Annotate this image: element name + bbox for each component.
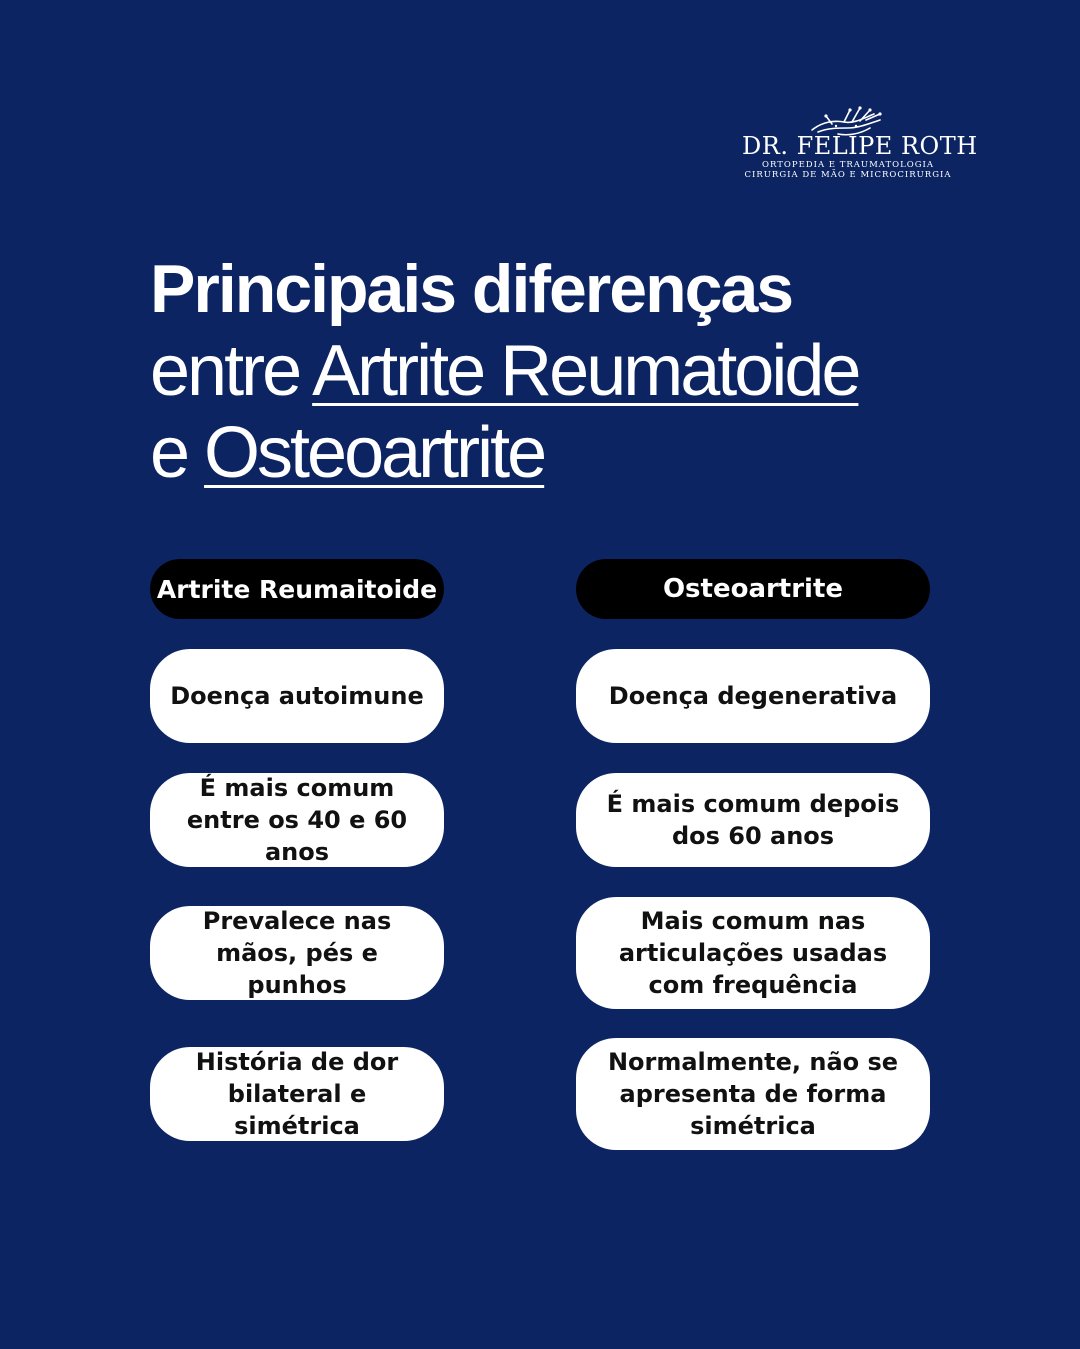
title-link-artrite-reumatoide: Artrite Reumatoide [312,331,859,411]
brand-name: DR. FELIPE ROTH [742,132,978,160]
right-card-1-text: Doença degenerativa [608,682,898,710]
title-link-osteoartrite: Osteoartrite [204,413,545,493]
title-line-2 [150,330,1030,412]
left-card-3-text: Prevalece nas mãos, pés e punhos [202,907,392,999]
brand-logo [742,100,978,182]
page-title [150,248,1030,494]
left-card-1-text: Doença autoimune [170,682,424,710]
right-card-4-text: Normalmente, não se apresenta de forma simétrica [607,1048,899,1140]
title-line-2-prefix: entre [150,331,313,411]
column-header-artrite-reumatoide: Artrite Reumaitoide [150,559,444,619]
title-line-3 [150,412,1030,494]
brand-specialty-line2: CIRURGIA DE MÃO E MICROCIRURGIA [744,170,952,180]
title-line-3-prefix: e [150,413,205,493]
right-card-3-text: Mais comum nas articulações usadas com frequência [618,907,888,999]
right-card-2-text: É mais comum depois dos 60 anos [606,790,900,850]
column-header-osteoartrite: Osteoartrite [576,559,930,619]
left-card-4 [150,1047,444,1141]
left-card-1 [150,649,444,743]
right-card-1 [576,649,930,743]
right-card-4 [576,1038,930,1150]
left-card-2-text: É mais comum entre os 40 e 60 anos [186,774,408,866]
left-card-3 [150,906,444,1000]
right-card-3 [576,897,930,1009]
left-card-2 [150,773,444,867]
right-card-2 [576,773,930,867]
title-line-1: Principais diferenças [150,251,793,327]
left-card-4-text: História de dor bilateral e simétrica [195,1048,399,1140]
brand-specialty-line1: ORTOPEDIA E TRAUMATOLOGIA [762,160,934,170]
